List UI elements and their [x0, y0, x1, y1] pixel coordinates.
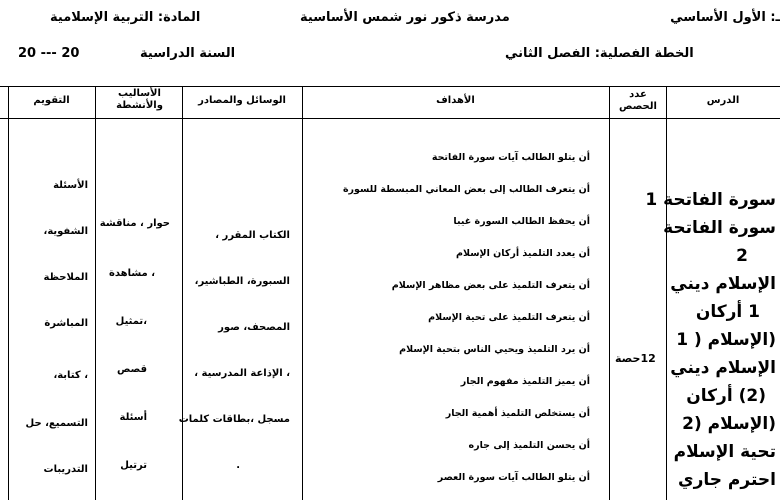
evaluation-item: ، كتابة، — [53, 370, 88, 381]
col-header-objectives: الأهداف — [436, 95, 475, 106]
method-item: حوار ، مناقشة — [99, 218, 170, 229]
lesson-line: الإسلام ديني — [670, 358, 776, 378]
objective-item: أن يتعرف الطالب إلى بعض المعاني المبسطة للسورة — [342, 184, 590, 195]
objective-item: أن يعدد التلميذ أركان الإسلام — [456, 248, 590, 259]
objective-item: أن يستخلص التلميذ أهمية الجار — [445, 408, 590, 419]
table-header-border — [0, 118, 780, 119]
year-label: السنة الدراسية — [140, 46, 236, 61]
lesson-line: (الإسلام (2 — [682, 414, 776, 434]
col-divider — [8, 86, 9, 500]
objective-item: أن يميز التلميذ مفهوم الجار — [460, 376, 590, 387]
lesson-line: سورة الفاتحة 1 — [645, 190, 776, 210]
resource-item: الكتاب المقرر ، — [215, 230, 290, 241]
lesson-line: (2) أركان — [686, 386, 766, 406]
method-item: قصص — [116, 364, 147, 375]
resource-item: مسجل ،بطاقات كلمات — [178, 414, 290, 425]
method-item: ترتيل — [120, 460, 147, 471]
col-divider — [182, 86, 183, 500]
col-header-methods: الأساليب والأنشطة — [116, 88, 163, 111]
col-divider — [95, 86, 96, 500]
evaluation-item: الشفوية، — [43, 226, 88, 237]
evaluation-item: الأسئلة — [53, 180, 88, 191]
lesson-line: 1 أركان — [695, 302, 760, 322]
col-header-periods: عدد الحصص — [619, 89, 657, 112]
school-name: مدرسة ذكور نور شمس الأساسية — [300, 10, 510, 25]
objective-item: أن يحسن التلميذ إلى جاره — [468, 440, 590, 451]
resource-item: . — [236, 460, 240, 471]
lesson-line: احترم جاري — [678, 470, 776, 490]
lesson-line: الإسلام ديني — [670, 274, 776, 294]
resource-item: ، الإذاعة المدرسية ، — [194, 368, 290, 379]
lesson-line: تحية الإسلام — [673, 442, 776, 462]
lesson-line: سورة الفاتحة — [663, 218, 776, 238]
plan-label: الخطة الفصلية: الفصل الثاني — [505, 46, 694, 61]
lesson-line: 2 — [736, 246, 748, 266]
evaluation-item: المباشرة — [44, 318, 88, 329]
grade-label: ـ: الأول الأساسي — [670, 10, 780, 25]
objective-item: أن يتلو الطالب آيات سورة الفاتحة — [431, 152, 590, 163]
method-item: ،تمثيل — [115, 316, 147, 327]
table-top-border — [0, 86, 780, 87]
method-item: ، مشاهدة — [108, 268, 155, 279]
col-divider — [302, 86, 303, 500]
evaluation-item: الملاحظة — [43, 272, 88, 283]
col-header-evaluation: التقويم — [33, 95, 70, 106]
col-divider — [666, 86, 667, 500]
col-divider — [609, 86, 610, 500]
method-item: أسئلة — [119, 412, 147, 423]
objective-item: أن يتلو الطالب آيات سورة العصر — [437, 472, 590, 483]
subject-label: المادة: التربية الإسلامية — [50, 10, 201, 25]
lesson-line: (الإسلام ( 1 — [676, 330, 776, 350]
resource-item: السبورة، الطباشير، — [194, 276, 290, 287]
objective-item: أن يتعرف التلميذ على بعض مظاهر الإسلام — [391, 280, 590, 291]
col-header-resources: الوسائل والمصادر — [198, 95, 286, 106]
objective-item: أن يحفظ الطالب السورة غيبا — [453, 216, 590, 227]
col-header-lesson: الدرس — [706, 95, 740, 106]
evaluation-item: التدريبات — [43, 464, 88, 475]
evaluation-item: التسميع، حل — [25, 418, 88, 429]
objective-item: أن يتعرف التلميذ على تحية الإسلام — [428, 312, 590, 323]
resource-item: المصحف، صور — [218, 322, 290, 333]
objective-item: أن يرد التلميذ ويحيي الناس بتحية الإسلام — [399, 344, 590, 355]
year-value: 20 --- 20 — [18, 46, 80, 61]
periods-value: 12حصة — [615, 352, 656, 365]
